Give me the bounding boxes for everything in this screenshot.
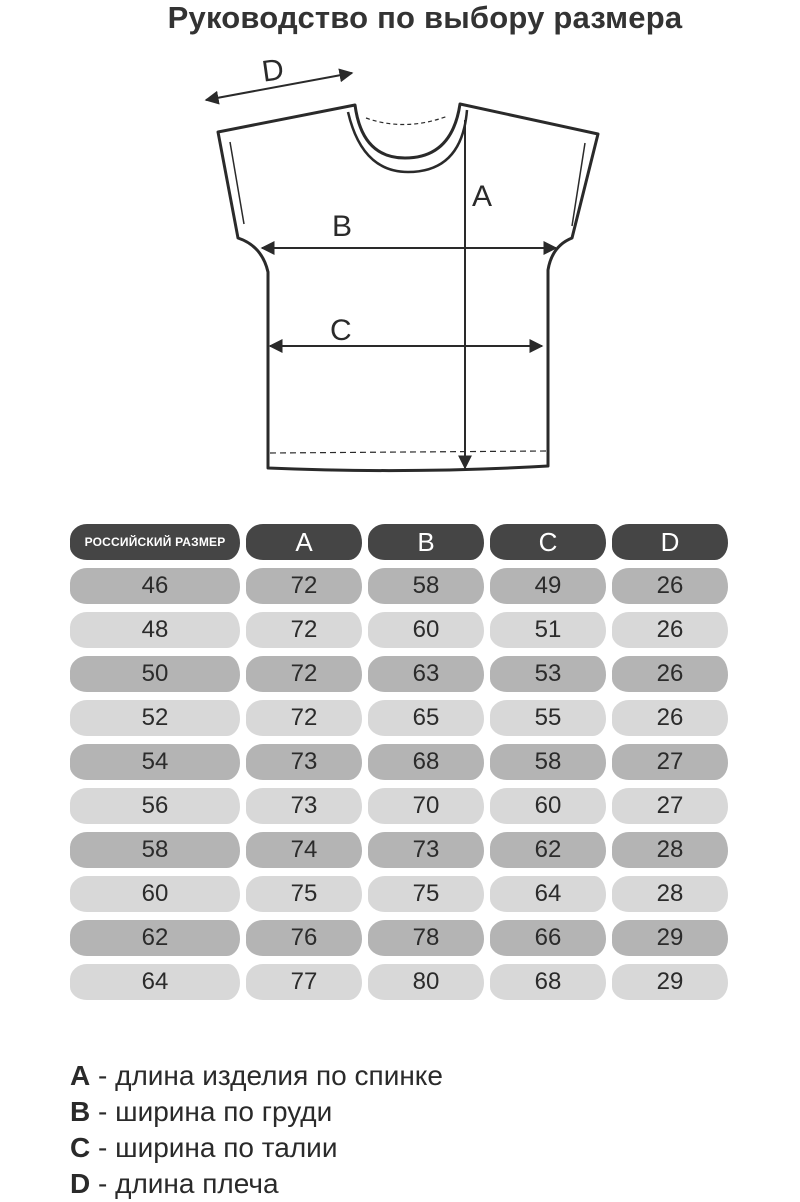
cell-size: 54 [70,744,240,780]
legend [70,1058,443,1202]
cell-d: 28 [612,876,728,912]
cell-d: 29 [612,964,728,1000]
cell-a: 72 [246,612,362,648]
cell-c: 53 [490,656,606,692]
table-row [70,656,730,692]
cell-b: 63 [368,656,484,692]
legend-item-a [70,1058,443,1094]
collar-stitch [366,116,448,125]
cell-d: 26 [612,700,728,736]
label-c: C [330,314,352,347]
cell-a: 72 [246,700,362,736]
legend-text: - длина плеча [90,1168,279,1199]
label-b: B [332,210,353,243]
size-table [70,524,730,1008]
cell-d: 29 [612,920,728,956]
cell-size: 50 [70,656,240,692]
cell-a: 74 [246,832,362,868]
page-title: Руководство по выбору размера [167,0,683,35]
cell-c: 51 [490,612,606,648]
cell-size: 64 [70,964,240,1000]
table-row [70,568,730,604]
header-russian-size: РОССИЙСКИЙ РАЗМЕР [70,524,240,560]
cell-d: 28 [612,832,728,868]
legend-key: B [70,1096,91,1127]
cell-size: 46 [70,568,240,604]
cell-b: 80 [368,964,484,1000]
header-d: D [612,524,728,560]
cell-a: 72 [246,656,362,692]
cell-c: 49 [490,568,606,604]
cell-d: 26 [612,568,728,604]
cell-a: 73 [246,744,362,780]
table-row [70,744,730,780]
label-a: A [472,180,493,213]
cell-a: 75 [246,876,362,912]
legend-text: - ширина по талии [90,1132,338,1163]
cell-b: 73 [368,832,484,868]
cell-a: 73 [246,788,362,824]
cell-a: 72 [246,568,362,604]
header-a: A [246,524,362,560]
cell-b: 75 [368,876,484,912]
cell-d: 26 [612,656,728,692]
cell-b: 68 [368,744,484,780]
table-row [70,920,730,956]
cell-a: 77 [246,964,362,1000]
table-row [70,788,730,824]
cell-a: 76 [246,920,362,956]
cell-b: 70 [368,788,484,824]
legend-key: C [70,1132,91,1163]
cell-c: 66 [490,920,606,956]
cell-size: 60 [70,876,240,912]
label-d: D [259,52,286,89]
cell-b: 58 [368,568,484,604]
table-row [70,832,730,868]
header-b: B [368,524,484,560]
table-header-row [70,524,730,560]
cell-size: 56 [70,788,240,824]
legend-item-b [70,1094,443,1130]
cell-b: 78 [368,920,484,956]
cell-d: 26 [612,612,728,648]
tshirt-diagram [0,40,800,500]
cell-d: 27 [612,744,728,780]
legend-text: - ширина по груди [90,1096,333,1127]
table-row [70,964,730,1000]
cell-c: 60 [490,788,606,824]
table-row [70,876,730,912]
table-row [70,612,730,648]
legend-item-c [70,1130,443,1166]
cell-b: 60 [368,612,484,648]
cell-c: 55 [490,700,606,736]
cell-size: 52 [70,700,240,736]
legend-text: - длина изделия по спинке [90,1060,443,1091]
cell-c: 62 [490,832,606,868]
legend-item-d [70,1166,443,1202]
cell-size: 62 [70,920,240,956]
cell-b: 65 [368,700,484,736]
cell-d: 27 [612,788,728,824]
cell-c: 68 [490,964,606,1000]
cell-c: 64 [490,876,606,912]
cell-c: 58 [490,744,606,780]
cell-size: 48 [70,612,240,648]
cell-size: 58 [70,832,240,868]
legend-key: A [70,1060,91,1091]
tshirt-outline [218,104,598,471]
legend-key: D [70,1168,91,1199]
table-row [70,700,730,736]
header-c: C [490,524,606,560]
